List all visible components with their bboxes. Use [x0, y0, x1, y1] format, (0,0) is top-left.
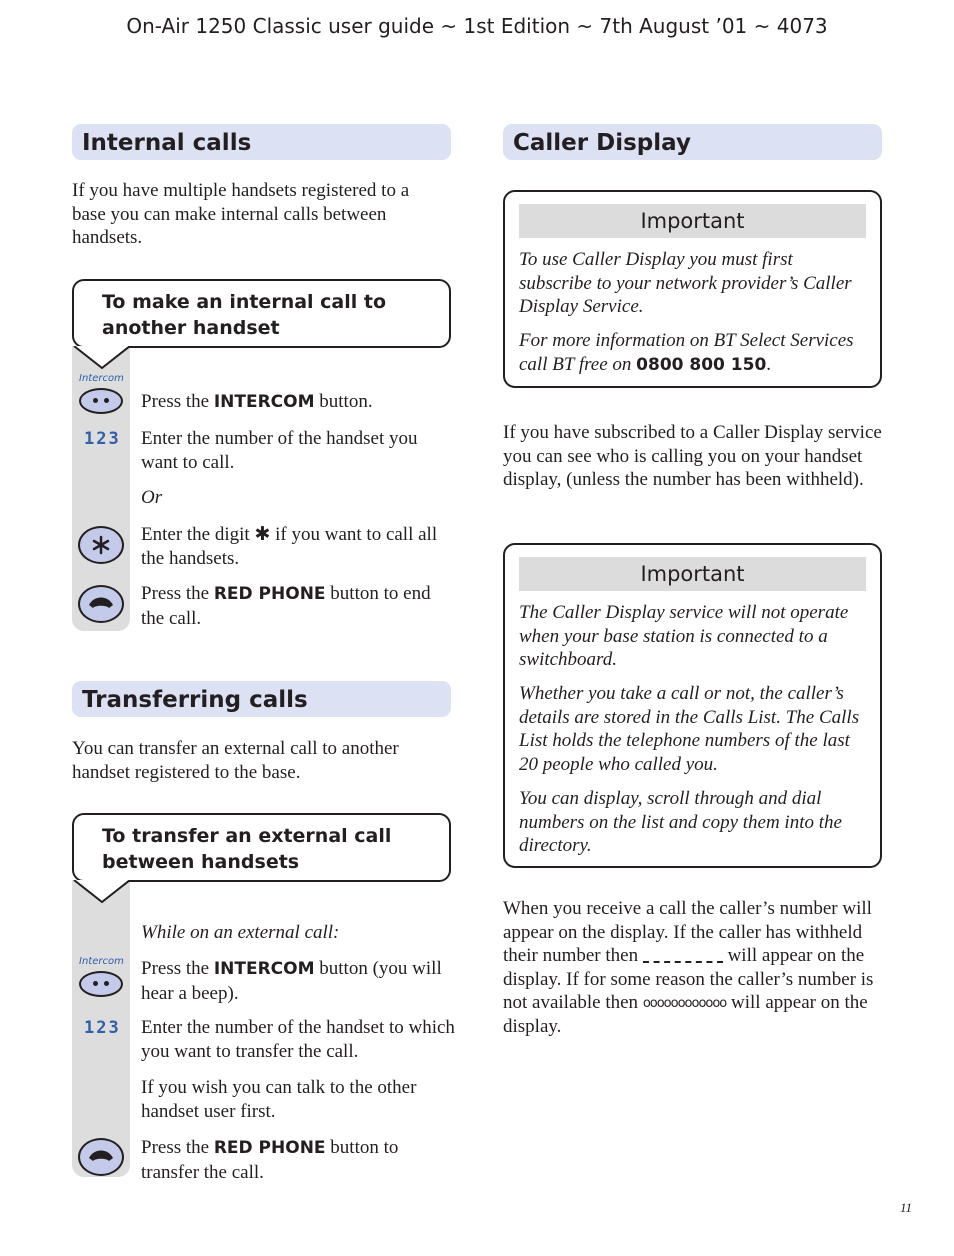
caller-display-withheld-text: When you receive a call the caller’s number will appear on the display. If the caller has withheld their number then will appear on the display. If for some reason the caller’s number is not available then oooooooooooo will appear on the display.	[503, 898, 874, 1038]
withheld-display-icon	[643, 951, 723, 963]
transfer-call-callout	[72, 813, 451, 882]
caller-display-title: Caller Display	[503, 124, 882, 160]
transferring-calls-title: Transferring calls	[72, 681, 451, 717]
step-enter-number: Enter the number of the handset to which you want to transfer the call.	[141, 1017, 455, 1062]
important-box	[503, 190, 882, 388]
important-text: Whether you take a call or not, the caller’s details are stored in the Calls List. The Calls List holds the telephone numbers of the last 20 people who called you.	[519, 683, 860, 775]
step-enter-number: Enter the number of the handset you want to call.	[141, 428, 418, 473]
intercom-label: Intercom	[79, 373, 124, 384]
step-press-intercom: Press the INTERCOM button (you will hear a beep).	[141, 958, 442, 1004]
important-text: The Caller Display service will not operate when your base station is connected to a switchboard.	[519, 602, 849, 670]
callout-pointer	[72, 346, 134, 372]
while-label: While on an external call:	[141, 922, 340, 943]
intercom-key-icon	[79, 388, 123, 414]
callout-pointer	[72, 880, 134, 906]
red-phone-icon	[78, 1138, 124, 1176]
red-phone-icon	[78, 585, 124, 623]
running-header: On-Air 1250 Classic user guide ~ 1st Edition ~ 7th August ’01 ~ 4073	[126, 14, 828, 38]
intercom-key-icon	[79, 971, 123, 997]
intercom-label: Intercom	[79, 956, 124, 967]
step-transfer: Press the RED PHONE button to transfer the call.	[141, 1137, 399, 1183]
transferring-calls-intro: You can transfer an external call to another handset registered to the base.	[72, 738, 399, 783]
important-heading: Important	[519, 204, 866, 238]
important-text: To use Caller Display you must first subscribe to your network provider’s Caller Display Service.	[519, 249, 852, 317]
internal-call-callout	[72, 279, 451, 348]
important-heading: Important	[519, 557, 866, 591]
internal-calls-title: Internal calls	[72, 124, 451, 160]
digits-icon: 123	[84, 1018, 121, 1038]
step-talk-first: If you wish you can talk to the other handset user first.	[141, 1077, 417, 1122]
step-end-call: Press the RED PHONE button to end the call.	[141, 583, 431, 629]
step-call-all: Enter the digit ✱ if you want to call all the handsets.	[141, 523, 438, 569]
digits-icon: 123	[84, 429, 121, 449]
caller-display-body: If you have subscribed to a Caller Display service you can see who is calling you on your handset display, (unless the number has been withheld).	[503, 422, 882, 490]
star-key-icon	[78, 526, 124, 564]
callout-line: To transfer an external call	[102, 825, 392, 847]
callout-line: To make an internal call to	[102, 291, 387, 313]
important-text: You can display, scroll through and dial numbers on the list and copy them into the directory.	[519, 788, 842, 856]
callout-line: another handset	[102, 317, 280, 339]
important-text: For more information on BT Select Services call BT free on 0800 800 150.	[519, 330, 854, 375]
internal-calls-intro: If you have multiple handsets registered to a base you can make internal calls between handsets.	[72, 180, 410, 248]
unavailable-display-icon: oooooooooooo	[642, 995, 727, 1011]
page-number: 11	[900, 1200, 913, 1215]
or-label: Or	[141, 487, 163, 508]
callout-line: between handsets	[102, 851, 300, 873]
important-box	[503, 543, 882, 868]
step-press-intercom: Press the INTERCOM button.	[141, 391, 373, 412]
